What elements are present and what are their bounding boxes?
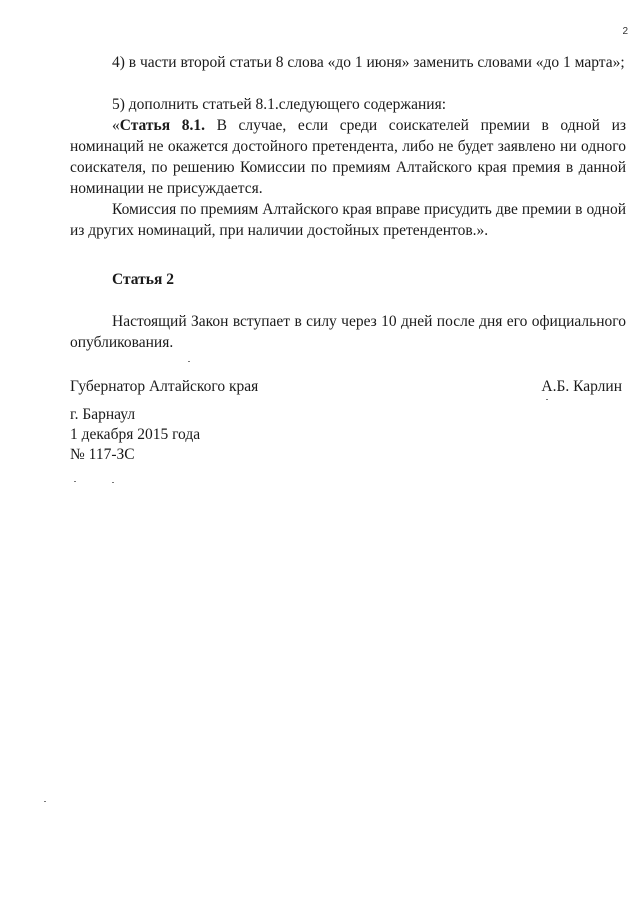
article-2-text: Настоящий Закон вступает в силу через 10 дней после дня его официального опубликования. <box>70 313 626 351</box>
article-8-1-second-paragraph: Комиссия по премиям Алтайского края вправе присудить две премии в одной из других номинаций, при наличии достойных претендентов.». <box>70 201 626 239</box>
signatory-position: Губернатор Алтайского края <box>70 378 259 395</box>
law-number: № 117-ЗС <box>70 446 135 463</box>
amendment-item-5: 5) дополнить статьей 8.1.следующего содержания: <box>112 96 446 113</box>
article-8-1-text: В случае, если среди соискателей премии в одной из номинаций не окажется достойного претендента, либо не будет заявлено ни одного соискателя, по решению Комиссии по премиям Алтайского края премия в данной номинации не присуждается. <box>70 117 626 197</box>
date: 1 декабря 2015 года <box>70 426 201 443</box>
page-number: 2 <box>622 26 628 37</box>
scan-speck <box>74 481 76 482</box>
scan-speck <box>546 399 548 400</box>
open-quote: « <box>112 117 120 134</box>
scan-speck <box>112 482 114 483</box>
article-2-heading: Статья 2 <box>112 271 174 288</box>
scan-speck <box>44 801 46 802</box>
scan-speck <box>188 361 190 362</box>
signature-row <box>70 376 622 397</box>
article-8-1-heading: Статья 8.1. <box>119 117 205 134</box>
amendment-item-4: 4) в части второй статьи 8 слова «до 1 июня» заменить словами «до 1 марта»; <box>112 54 625 71</box>
signatory-name: А.Б. Карлин <box>541 378 622 395</box>
article-8-1-paragraph <box>70 115 626 199</box>
city: г. Барнаул <box>70 406 136 423</box>
place-date-block <box>70 405 200 465</box>
document-body <box>70 52 626 353</box>
